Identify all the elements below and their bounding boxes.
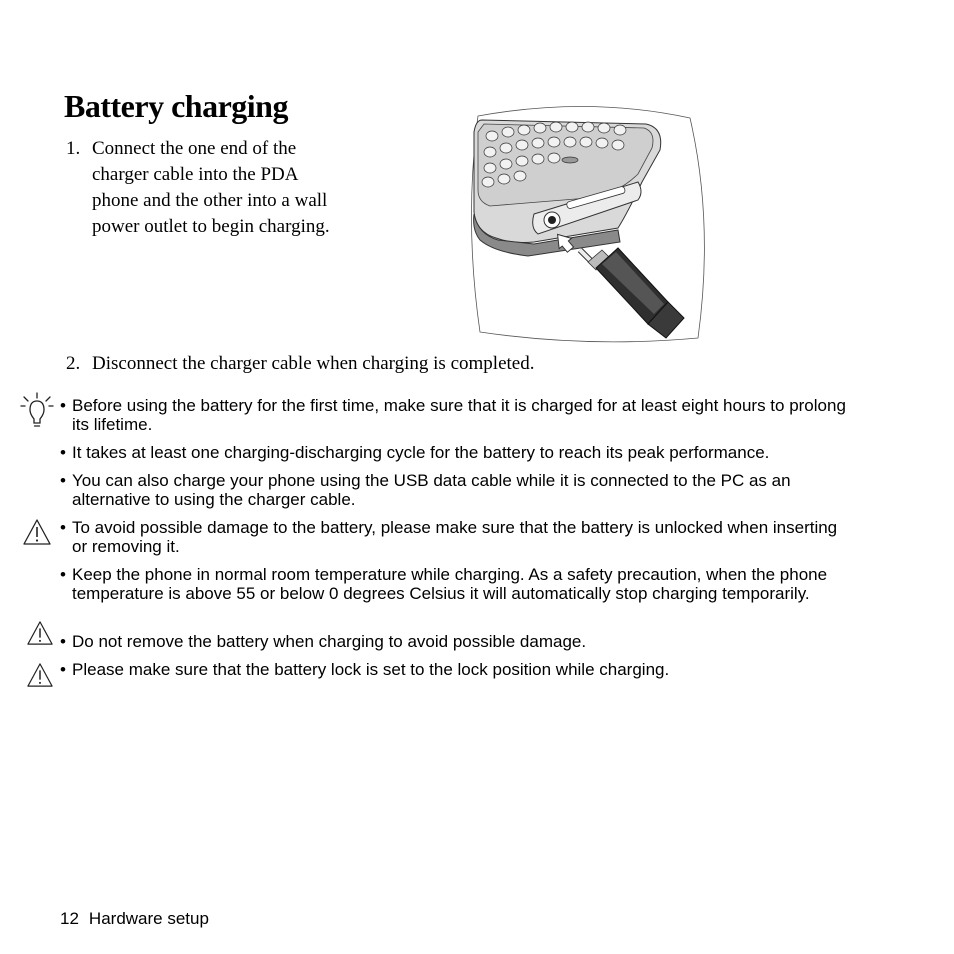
page-footer: [60, 909, 209, 929]
note-text: Do not remove the battery when charging to avoid possible damage.: [72, 632, 587, 651]
page-title: Battery charging: [64, 88, 288, 124]
section-name: Hardware setup: [88, 909, 209, 928]
note-text: It takes at least one charging-discharging cycle for the battery to reach its peak performance.: [72, 443, 770, 462]
step-2: [66, 351, 766, 377]
step-1: [66, 136, 336, 240]
step-text: Disconnect the charger cable when charging is completed.: [92, 353, 535, 374]
step-number: 2.: [66, 353, 81, 374]
bullet: •: [60, 565, 66, 584]
bullet: •: [60, 632, 66, 651]
note-text: Before using the battery for the first time, make sure that it is charged for at least eight hours to prolong its lifetime.: [72, 396, 846, 434]
step-number: 1.: [66, 138, 81, 159]
lightbulb-icon: [20, 392, 54, 430]
note-text: To avoid possible damage to the battery, please make sure that the battery is unlocked when inserting or removing it.: [72, 518, 838, 556]
bullet: •: [60, 471, 66, 490]
bullet: •: [60, 518, 66, 537]
note-item: [60, 565, 850, 603]
note-item: [60, 396, 850, 434]
note-item: [60, 518, 850, 556]
note-item: [60, 632, 850, 651]
bullet: •: [60, 443, 66, 462]
page-number: 12: [60, 909, 79, 928]
bullet: •: [60, 660, 66, 679]
bullet: •: [60, 396, 66, 415]
note-text: You can also charge your phone using the USB data cable while it is connected to the PC as an alternative to using the charger cable.: [72, 471, 791, 509]
note-text: Please make sure that the battery lock is set to the lock position while charging.: [72, 660, 670, 679]
note-item: [60, 443, 850, 462]
note-item: [60, 660, 850, 679]
step-text: Connect the one end of the charger cable into the PDA phone and the other into a wall power outlet to begin charging.: [92, 138, 330, 237]
warning-triangle-icon: [26, 662, 54, 688]
charger-illustration: [468, 102, 710, 344]
note-text: Keep the phone in normal room temperature while charging. As a safety precaution, when the phone temperature is above 55 or below 0 degrees Celsius it will automatically stop charging temporarily.: [72, 565, 828, 603]
warning-triangle-icon: [26, 620, 54, 646]
warning-triangle-icon: [22, 518, 52, 546]
note-item: [60, 471, 850, 509]
